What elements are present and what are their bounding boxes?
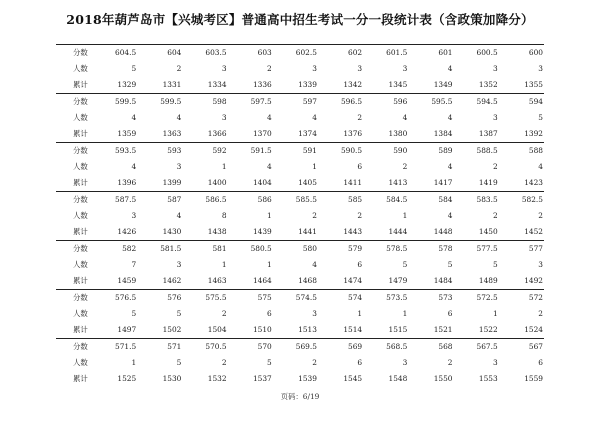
table-cell: 1400 (207, 178, 227, 187)
table-cell: 1349 (433, 80, 453, 89)
table-cell: 1423 (524, 178, 543, 187)
table-cell: 1342 (343, 80, 363, 89)
table-cell: 591 (273, 143, 318, 160)
table-cell: 3 (402, 64, 408, 73)
cumulative-row (56, 77, 544, 94)
table-cell: 569.5 (273, 339, 318, 356)
table-cell: 599.5 (137, 94, 182, 111)
table-cell: 1 (402, 211, 408, 220)
table-cell: 1413 (388, 178, 408, 187)
table-cell: 1 (221, 260, 227, 269)
table-cell: 2 (538, 211, 543, 220)
page-title: 2018年葫芦岛市【兴城考区】普通高中招生考试一分一段统计表（含政策加降分） (66, 12, 534, 27)
table-cell: 579 (318, 241, 363, 258)
table-cell: 1525 (117, 374, 137, 383)
row-label: 分数 (56, 339, 92, 356)
row-label: 累计 (73, 227, 88, 236)
row-label: 人数 (73, 260, 88, 269)
table-cell: 4 (447, 113, 453, 122)
table-cell: 1550 (433, 374, 453, 383)
table-cell: 1392 (524, 129, 543, 138)
table-cell: 600 (499, 45, 544, 62)
table-cell: 1 (492, 309, 498, 318)
table-block (56, 290, 544, 339)
score-row (56, 45, 544, 62)
row-label: 累计 (73, 80, 88, 89)
row-label: 分数 (56, 241, 92, 258)
table-cell: 1515 (388, 325, 408, 334)
table-cell: 1411 (343, 178, 363, 187)
table-cell: 577 (499, 241, 544, 258)
table-cell: 3 (357, 64, 363, 73)
table-cell: 591.5 (228, 143, 273, 160)
table-cell: 576.5 (92, 290, 137, 307)
table-cell: 6 (267, 309, 272, 318)
count-row (56, 257, 544, 273)
table-cell: 4 (402, 113, 408, 122)
row-label: 累计 (73, 178, 88, 187)
cumulative-row (56, 322, 544, 339)
table-cell: 580.5 (228, 241, 273, 258)
table-cell: 1504 (207, 325, 227, 334)
table-cell: 3 (492, 64, 498, 73)
table-cell: 5 (131, 309, 137, 318)
table-cell: 1370 (252, 129, 272, 138)
table-cell: 574.5 (273, 290, 318, 307)
table-cell: 1522 (478, 325, 498, 334)
table-cell: 3 (131, 211, 137, 220)
table-cell: 602 (318, 45, 363, 62)
row-label: 累计 (73, 276, 88, 285)
table-cell: 587 (137, 192, 182, 209)
score-row (56, 94, 544, 111)
table-cell: 2 (492, 162, 498, 171)
cumulative-row (56, 224, 544, 241)
table-cell: 6 (357, 358, 363, 367)
table-cell: 582.5 (499, 192, 544, 209)
table-cell: 574 (318, 290, 363, 307)
table-cell: 593.5 (92, 143, 137, 160)
table-cell: 1329 (117, 80, 137, 89)
table-cell: 4 (131, 113, 137, 122)
cumulative-row (56, 371, 544, 387)
row-label: 累计 (73, 374, 88, 383)
count-row (56, 61, 544, 77)
table-cell: 596.5 (318, 94, 363, 111)
table-cell: 1548 (388, 374, 408, 383)
table-cell: 1439 (252, 227, 272, 236)
table-cell: 1399 (162, 178, 182, 187)
row-label: 人数 (73, 211, 88, 220)
score-distribution-table (56, 44, 544, 387)
table-cell: 592 (182, 143, 227, 160)
table-cell: 1336 (252, 80, 272, 89)
table-cell: 1545 (343, 374, 363, 383)
count-row (56, 110, 544, 126)
table-cell: 4 (312, 260, 317, 269)
table-cell: 5 (402, 260, 408, 269)
table-cell: 2 (267, 64, 272, 73)
table-cell: 1 (357, 309, 363, 318)
table-cell: 5 (447, 260, 453, 269)
table-block (56, 339, 544, 388)
table-cell: 1459 (117, 276, 137, 285)
table-block (56, 192, 544, 241)
table-cell: 583.5 (454, 192, 499, 209)
row-label: 分数 (56, 94, 92, 111)
table-cell: 3 (312, 309, 317, 318)
table-cell: 5 (492, 260, 498, 269)
table-cell: 2 (176, 64, 182, 73)
table-cell: 567 (499, 339, 544, 356)
table-cell: 577.5 (454, 241, 499, 258)
table-cell: 2 (312, 211, 317, 220)
table-cell: 600.5 (454, 45, 499, 62)
table-cell: 1405 (298, 178, 317, 187)
table-cell: 1444 (388, 227, 408, 236)
row-label: 人数 (73, 64, 88, 73)
table-cell: 604 (137, 45, 182, 62)
table-cell: 585.5 (273, 192, 318, 209)
table-cell: 604.5 (92, 45, 137, 62)
table-cell: 1474 (343, 276, 363, 285)
table-cell: 3 (492, 113, 498, 122)
table-cell: 3 (492, 358, 498, 367)
table-cell: 603 (228, 45, 273, 62)
table-cell: 3 (538, 260, 543, 269)
table-cell: 1419 (478, 178, 498, 187)
table-cell: 570 (228, 339, 273, 356)
table-cell: 2 (357, 211, 363, 220)
table-cell: 1345 (388, 80, 408, 89)
table-cell: 570.5 (182, 339, 227, 356)
table-cell: 567.5 (454, 339, 499, 356)
table-cell: 1513 (298, 325, 317, 334)
table-cell: 1492 (524, 276, 543, 285)
table-cell: 1366 (207, 129, 227, 138)
table-cell: 1355 (524, 80, 543, 89)
table-cell: 2 (492, 211, 498, 220)
table-cell: 572.5 (454, 290, 499, 307)
count-row (56, 159, 544, 175)
table-cell: 1559 (524, 374, 543, 383)
table-cell: 599.5 (92, 94, 137, 111)
table-cell: 1 (267, 211, 272, 220)
table-cell: 1530 (162, 374, 182, 383)
table-cell: 585 (318, 192, 363, 209)
row-label: 人数 (73, 162, 88, 171)
row-label: 人数 (73, 309, 88, 318)
table-cell: 1 (402, 309, 408, 318)
score-row (56, 290, 544, 307)
table-cell: 2 (312, 358, 317, 367)
table-cell: 586 (228, 192, 273, 209)
table-cell: 3 (221, 113, 227, 122)
table-cell: 1462 (162, 276, 182, 285)
table-cell: 4 (176, 211, 182, 220)
table-cell: 1452 (524, 227, 543, 236)
count-row (56, 208, 544, 224)
table-cell: 1484 (433, 276, 453, 285)
table-cell: 2 (221, 309, 227, 318)
score-row (56, 192, 544, 209)
table-cell: 4 (447, 64, 453, 73)
table-cell: 4 (447, 211, 453, 220)
table-cell: 1387 (478, 129, 498, 138)
table-block (56, 143, 544, 192)
table-cell: 5 (176, 309, 182, 318)
table-cell: 1404 (252, 178, 272, 187)
table-cell: 1331 (162, 80, 182, 89)
table-cell: 1352 (478, 80, 498, 89)
row-label: 人数 (73, 358, 88, 367)
row-label: 人数 (73, 113, 88, 122)
table-cell: 571.5 (92, 339, 137, 356)
score-row (56, 143, 544, 160)
table-cell: 1334 (207, 80, 227, 89)
table-cell: 578.5 (363, 241, 408, 258)
table-cell: 2 (402, 162, 408, 171)
table-cell: 1396 (117, 178, 137, 187)
table-cell: 568.5 (363, 339, 408, 356)
table-cell: 588 (499, 143, 544, 160)
cumulative-row (56, 273, 544, 290)
table-cell: 590.5 (318, 143, 363, 160)
table-cell: 580 (273, 241, 318, 258)
table-cell: 6 (357, 162, 363, 171)
table-cell: 581 (182, 241, 227, 258)
table-cell: 1426 (117, 227, 137, 236)
table-cell: 1 (267, 260, 272, 269)
table-cell: 575 (228, 290, 273, 307)
table-cell: 1376 (343, 129, 363, 138)
table-cell: 595.5 (408, 94, 453, 111)
table-cell: 1380 (388, 129, 408, 138)
table-cell: 571 (137, 339, 182, 356)
table-cell: 1537 (252, 374, 272, 383)
table-cell: 3 (221, 64, 227, 73)
table-block (56, 45, 544, 94)
table-cell: 597.5 (228, 94, 273, 111)
cumulative-row (56, 175, 544, 192)
count-row (56, 306, 544, 322)
table-block (56, 241, 544, 290)
table-cell: 603.5 (182, 45, 227, 62)
count-row (56, 355, 544, 371)
table-cell: 6 (357, 260, 363, 269)
table-cell: 1553 (478, 374, 498, 383)
table-cell: 594.5 (454, 94, 499, 111)
score-row (56, 339, 544, 356)
table-cell: 4 (538, 162, 543, 171)
page-number: 页码：6/19 (280, 392, 320, 401)
table-block (56, 94, 544, 143)
table-cell: 1514 (343, 325, 363, 334)
table-cell: 1497 (117, 325, 137, 334)
row-label: 分数 (56, 143, 92, 160)
table-cell: 1441 (298, 227, 317, 236)
table-cell: 1384 (433, 129, 453, 138)
table-cell: 1 (131, 358, 137, 367)
table-cell: 1532 (207, 374, 227, 383)
cumulative-row (56, 126, 544, 143)
table-cell: 601 (408, 45, 453, 62)
table-cell: 4 (267, 162, 272, 171)
table-cell: 6 (447, 309, 453, 318)
table-cell: 576 (137, 290, 182, 307)
table-cell: 1468 (298, 276, 317, 285)
row-label: 分数 (56, 290, 92, 307)
table-cell: 1339 (298, 80, 317, 89)
row-label: 累计 (73, 129, 88, 138)
table-cell: 1489 (478, 276, 498, 285)
row-label: 分数 (56, 45, 92, 62)
row-label: 累计 (73, 325, 88, 334)
table-cell: 4 (447, 162, 453, 171)
table-cell: 1463 (207, 276, 227, 285)
table-cell: 593 (137, 143, 182, 160)
score-row (56, 241, 544, 258)
table-cell: 1 (221, 162, 227, 171)
table-cell: 569 (318, 339, 363, 356)
table-cell: 1521 (433, 325, 453, 334)
table-cell: 578 (408, 241, 453, 258)
table-cell: 589 (408, 143, 453, 160)
table-cell: 1363 (162, 129, 182, 138)
table-cell: 1524 (524, 325, 543, 334)
row-label: 分数 (56, 192, 92, 209)
table-cell: 1510 (252, 325, 272, 334)
table-cell: 4 (131, 162, 137, 171)
table-cell: 586.5 (182, 192, 227, 209)
table-cell: 2 (221, 358, 227, 367)
table-cell: 3 (176, 260, 182, 269)
table-cell: 594 (499, 94, 544, 111)
table-cell: 584 (408, 192, 453, 209)
table-cell: 3 (538, 64, 543, 73)
table-cell: 1374 (298, 129, 317, 138)
table-cell: 582 (92, 241, 137, 258)
table-cell: 5 (176, 358, 182, 367)
table-cell: 598 (182, 94, 227, 111)
table-cell: 1417 (433, 178, 453, 187)
table-cell: 1464 (252, 276, 272, 285)
table-cell: 588.5 (454, 143, 499, 160)
table-cell: 7 (131, 260, 137, 269)
table-cell: 5 (267, 358, 272, 367)
table-cell: 602.5 (273, 45, 318, 62)
table-cell: 584.5 (363, 192, 408, 209)
table-cell: 1539 (298, 374, 317, 383)
table-cell: 575.5 (182, 290, 227, 307)
table-cell: 3 (402, 358, 408, 367)
table-cell: 573 (408, 290, 453, 307)
table-cell: 601.5 (363, 45, 408, 62)
table-cell: 2 (357, 113, 363, 122)
table-cell: 6 (538, 358, 543, 367)
table-cell: 581.5 (137, 241, 182, 258)
table-cell: 1448 (433, 227, 453, 236)
table-cell: 568 (408, 339, 453, 356)
table-cell: 4 (312, 113, 317, 122)
table-cell: 1443 (343, 227, 363, 236)
table-cell: 1359 (117, 129, 137, 138)
table-cell: 1450 (478, 227, 498, 236)
table-cell: 572 (499, 290, 544, 307)
table-cell: 1 (312, 162, 317, 171)
table-cell: 1438 (207, 227, 227, 236)
table-cell: 5 (131, 64, 137, 73)
table-cell: 4 (267, 113, 272, 122)
table-cell: 2 (538, 309, 543, 318)
table-cell: 590 (363, 143, 408, 160)
table-cell: 1502 (162, 325, 182, 334)
table-cell: 8 (221, 211, 227, 220)
table-cell: 587.5 (92, 192, 137, 209)
table-cell: 3 (312, 64, 317, 73)
table-cell: 1479 (388, 276, 408, 285)
table-cell: 596 (363, 94, 408, 111)
table-cell: 1430 (162, 227, 182, 236)
table-cell: 3 (176, 162, 182, 171)
table-cell: 4 (176, 113, 182, 122)
table-cell: 597 (273, 94, 318, 111)
table-cell: 573.5 (363, 290, 408, 307)
table-cell: 5 (538, 113, 543, 122)
table-cell: 2 (447, 358, 453, 367)
